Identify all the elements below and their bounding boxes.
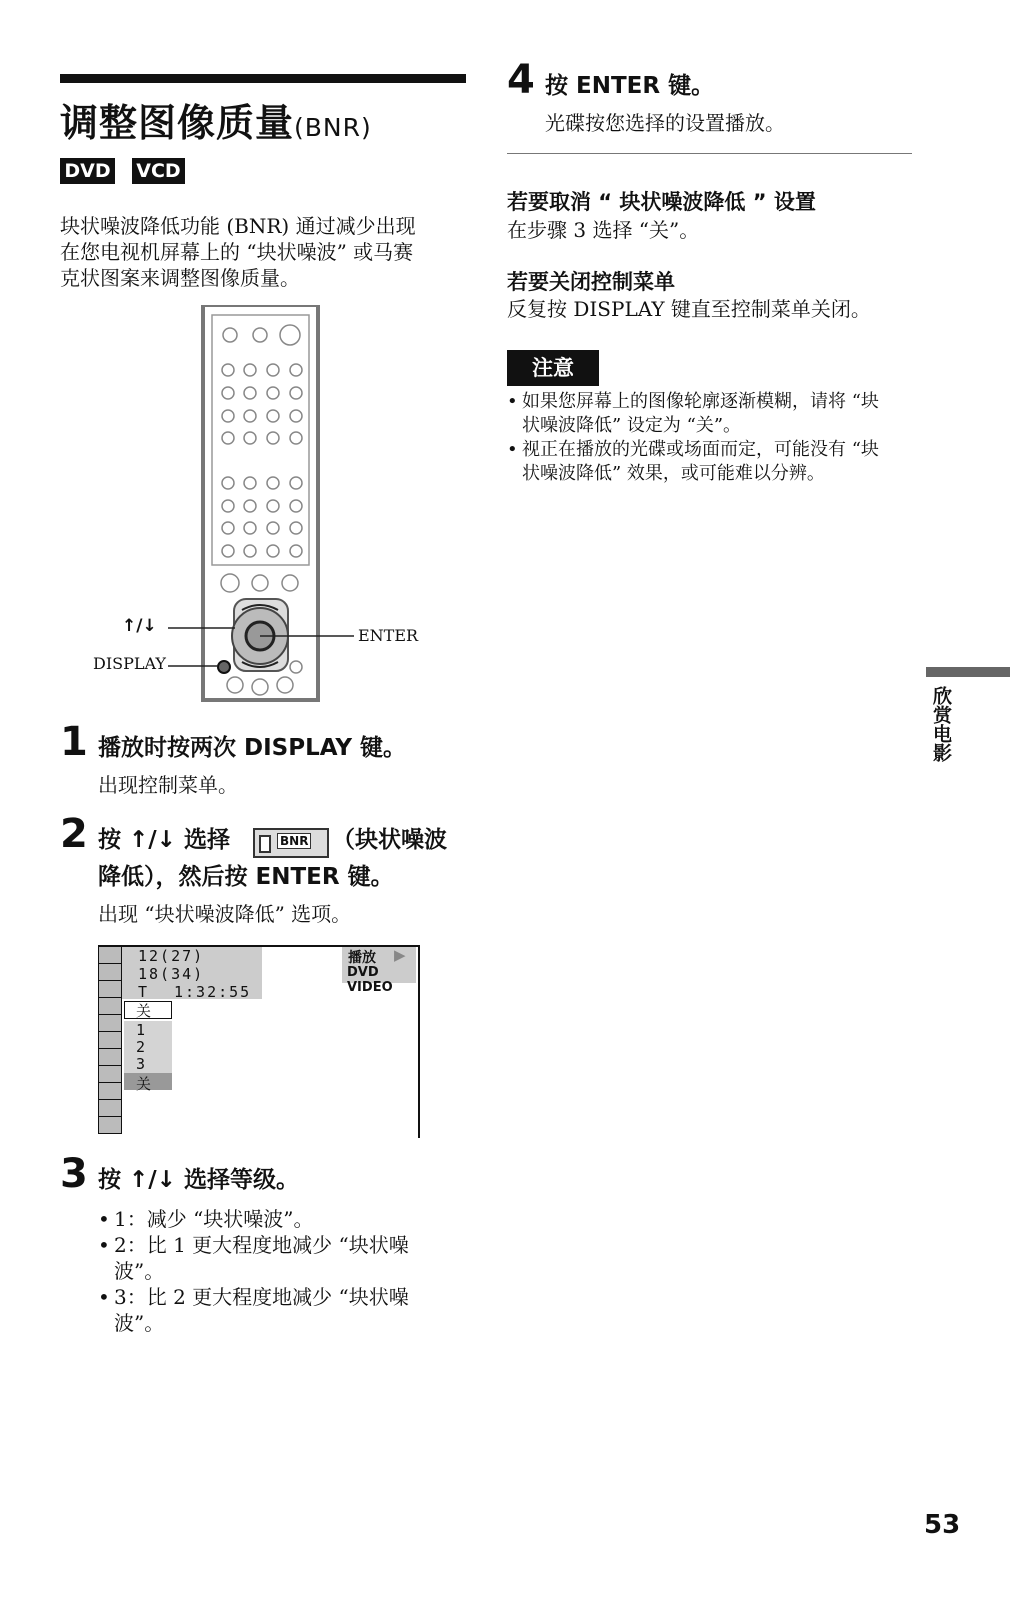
section-tab-label: 欣赏电影: [930, 686, 952, 762]
updown-label: ↑/↓: [122, 616, 157, 636]
bullet: •: [507, 391, 518, 412]
enter-label: ENTER: [358, 626, 419, 645]
display-label: DISPLAY: [93, 654, 166, 673]
bnr-icon: [253, 828, 329, 858]
notes-list: [507, 390, 917, 486]
osd-icon-cell: [98, 1100, 122, 1117]
osd-icon-cell: [98, 1066, 122, 1083]
close-heading: 若要关闭控制菜单: [507, 270, 675, 294]
osd-time-label: T: [138, 983, 148, 1001]
page-title-suffix: (BNR): [294, 113, 372, 142]
intro-paragraph: [60, 213, 470, 291]
step-heading: 按 ↑/↓ 选择: [98, 827, 230, 853]
osd-option-selected: 关: [136, 1075, 152, 1093]
cancel-heading: 若要取消 “ 块状噪波降低 ” 设置: [507, 190, 816, 214]
note-text: 如果您屏幕上的图像轮廓逐渐模糊，请将 “块: [522, 391, 879, 412]
intro-line: 块状噪波降低功能 (BNR) 通过减少出现: [60, 214, 416, 238]
note-label: 注意: [507, 350, 599, 386]
note-text-cont: 状噪波降低” 效果，或可能难以分辨。: [522, 463, 825, 484]
section-tab-bar: [926, 667, 1010, 677]
step-body: 出现 “块状噪波降低” 选项。: [98, 902, 352, 926]
osd-icon-cell: [98, 1117, 122, 1134]
page-title-text: 调整图像质量: [60, 101, 295, 145]
play-icon: ▶: [394, 946, 406, 964]
step-number: 4: [507, 57, 535, 103]
list-item: [98, 1206, 468, 1232]
bnr-icon-text: BNR: [277, 833, 311, 849]
vcd-badge: VCD: [132, 158, 185, 184]
step-heading-cont: （块状噪波: [332, 827, 447, 853]
step-number: 3: [60, 1151, 88, 1197]
step-heading-cont: 降低），然后按 ENTER 键。: [98, 864, 394, 890]
osd-icon-cell: [98, 1083, 122, 1100]
osd-option: 1: [136, 1021, 146, 1039]
step-number: 1: [60, 719, 88, 765]
step-heading: 按 ENTER 键。: [545, 73, 715, 99]
bullet: •: [98, 1285, 110, 1309]
osd-icon-cell: [98, 998, 122, 1015]
osd-icon-cell: [98, 1032, 122, 1049]
list-text: 2：比 1 更大程度地减少 “块状噪: [114, 1233, 409, 1257]
close-body: 反复按 DISPLAY 键直至控制菜单关闭。: [507, 297, 871, 321]
list-item: [98, 1284, 468, 1310]
step-heading: 播放时按两次 DISPLAY 键。: [98, 735, 406, 761]
step-heading: 按 ↑/↓ 选择等级。: [98, 1167, 299, 1193]
list-item: [507, 390, 917, 414]
osd-icon-cell: [98, 1049, 122, 1066]
intro-line: 在您电视机屏幕上的 “块状噪波” 或马赛: [60, 240, 414, 264]
osd-icon-cell: [98, 981, 122, 998]
osd-option: 3: [136, 1055, 146, 1073]
bullet: •: [507, 439, 518, 460]
list-item: [507, 438, 917, 462]
cancel-body: 在步骤 3 选择 “关”。: [507, 218, 700, 242]
remote-illustration: [90, 305, 420, 705]
step-number: 2: [60, 811, 88, 857]
osd-title: 18(34): [138, 965, 205, 983]
bullet: •: [98, 1233, 110, 1257]
bullet: •: [98, 1207, 110, 1231]
osd-icon-cell: [98, 964, 122, 981]
step-body: 光碟按您选择的设置播放。: [545, 111, 785, 135]
note-text: 视正在播放的光碟或场面而定，可能没有 “块: [522, 439, 879, 460]
list-text: 3：比 2 更大程度地减少 “块状噪: [114, 1285, 409, 1309]
control-menu-osd: [98, 945, 420, 1138]
list-item: [98, 1232, 468, 1258]
osd-option: 2: [136, 1038, 146, 1056]
osd-icon-cell: [98, 947, 122, 964]
divider: [507, 153, 912, 154]
osd-icon-column: [98, 947, 122, 1138]
osd-option-current: 关: [136, 1002, 152, 1020]
osd-disc-type: DVD VIDEO: [347, 965, 393, 995]
list-text-cont: 波”。: [114, 1311, 165, 1335]
osd-play-label: 播放: [348, 950, 376, 966]
level-list: [98, 1206, 468, 1336]
page-title: [60, 92, 372, 147]
osd-icon-cell: [98, 1015, 122, 1032]
list-text: 1：减少 “块状噪波”。: [114, 1207, 314, 1231]
osd-time: 1:32:55: [174, 983, 252, 1001]
page-number: 53: [924, 1510, 961, 1540]
step-body: 出现控制菜单。: [98, 773, 238, 797]
dvd-badge: DVD: [60, 158, 115, 184]
intro-line: 克状图案来调整图像质量。: [60, 266, 300, 290]
osd-chapter: 12(27): [138, 947, 205, 965]
list-text-cont: 波”。: [114, 1259, 165, 1283]
note-text-cont: 状噪波降低” 设定为 “关”。: [522, 415, 742, 436]
title-rule: [60, 74, 466, 83]
